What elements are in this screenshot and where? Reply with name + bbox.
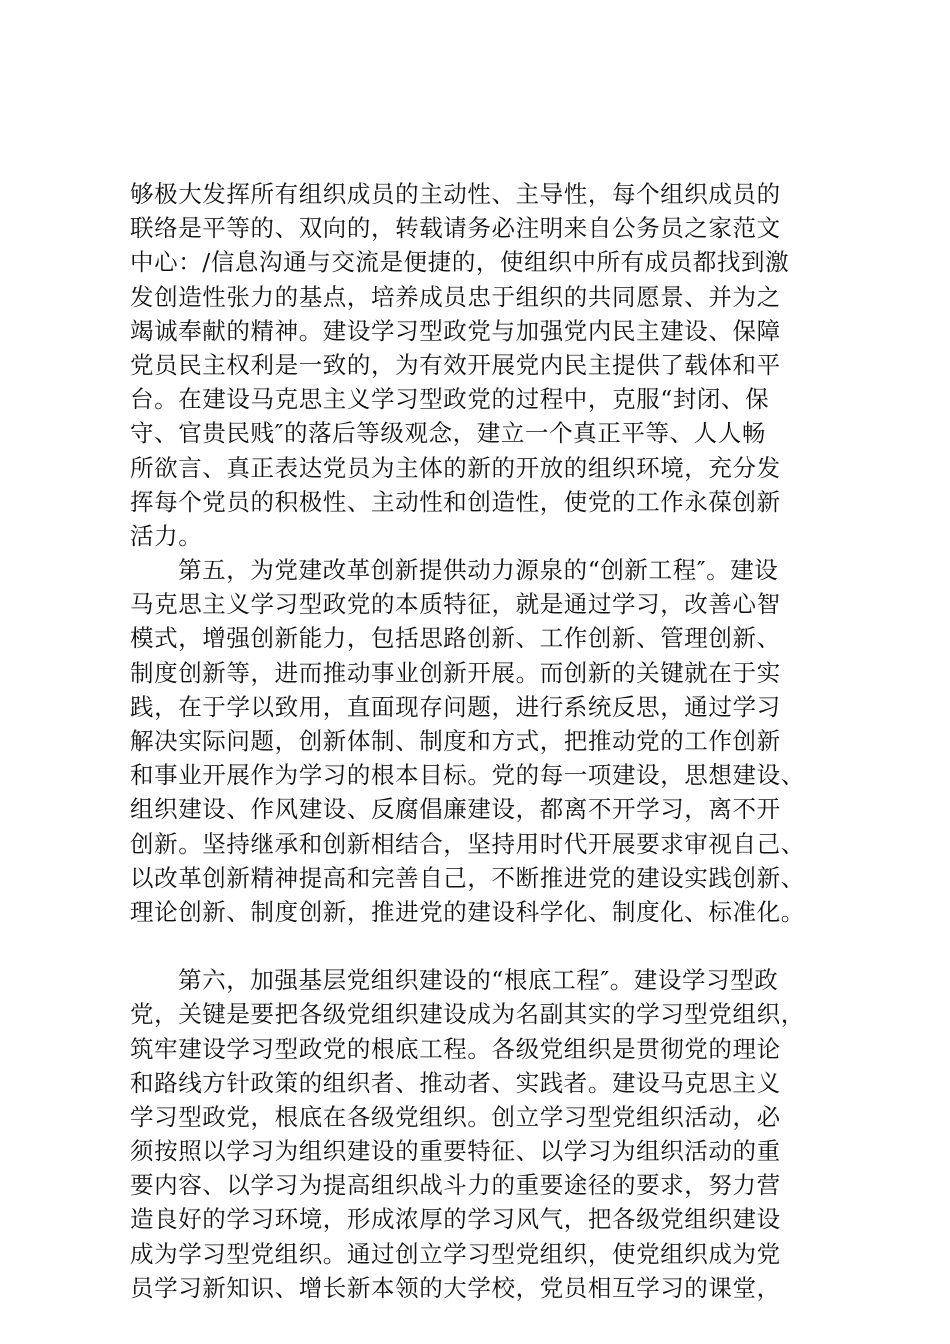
text-line: 组织建设、作风建设、反腐倡廉建设，都离不开学习，离不开 (130, 795, 781, 824)
paragraph-gap (130, 929, 820, 963)
document-body (130, 177, 820, 1305)
text-line: 制度创新等，进而推动事业创新开展。而创新的关键就在于实 (130, 658, 781, 687)
text-line: 和事业开展作为学习的根本目标。党的每一项建设，思想建设、 (130, 761, 805, 790)
text-line: 解决实际问题，创新体制、制度和方式，把推动党的工作创新 (130, 727, 781, 755)
paragraph-continued (130, 177, 820, 553)
text-line: 和路线方针政策的组织者、推动者、实践者。建设马克思主义 (130, 1068, 781, 1097)
text-line: 发创造性张力的基点，培养成员忠于组织的共同愿景、并为之 (130, 282, 781, 311)
text-line: 要内容、以学习为提高组织战斗力的重要途径的要求，努力营 (130, 1171, 781, 1200)
text-line: 第六，加强基层党组织建设的“根底工程″。建设学习型政 (178, 966, 779, 995)
text-line: 理论创新、制度创新，推进党的建设科学化、制度化、标准化。 (130, 897, 805, 926)
text-line: 挥每个党员的积极性、主动性和创造性，使党的工作永葆创新 (130, 487, 781, 516)
text-line: 竭诚奉献的精神。建设学习型政党与加强党内民主建设、保障 (130, 316, 781, 345)
paragraph-fifth (130, 553, 820, 929)
paragraph-sixth (130, 963, 820, 1305)
text-line: 创新。坚持继承和创新相结合，坚持用时代开展要求审视自己、 (130, 829, 805, 858)
text-line: 模式，增强创新能力，包括思路创新、工作创新、管理创新、 (130, 624, 781, 653)
text-line: 马克思主义学习型政党的本质特征，就是通过学习，改善心智 (130, 590, 781, 619)
text-line: 员学习新知识、增长新本领的大学校，党员相互学习的课堂， (130, 1273, 781, 1302)
text-line: 践，在于学以致用，直面现存问题，进行系统反思，通过学习 (130, 692, 781, 721)
text-line: 台。在建设马克思主义学习型政党的过程中，克服“封闭、保 (130, 385, 770, 414)
text-line: 够极大发挥所有组织成员的主动性、主导性，每个组织成员的 (130, 180, 781, 208)
text-line: 造良好的学习环境，形成浓厚的学习风气，把各级党组织建设 (130, 1205, 781, 1234)
text-line: 须按照以学习为组织建设的重要特征、以学习为组织活动的重 (130, 1137, 781, 1166)
text-line: 党员民主权利是一致的，为有效开展党内民主提供了载体和平 (130, 350, 781, 379)
text-line: 活力。 (130, 521, 203, 550)
text-line: 成为学习型党组织。通过创立学习型党组织，使党组织成为党 (130, 1239, 781, 1268)
text-line: 以改革创新精神提高和完善自己，不断推进党的建设实践创新、 (130, 863, 805, 892)
text-line: 中心：/信息沟通与交流是便捷的，使组织中所有成员都找到激 (130, 248, 790, 277)
text-line: 联络是平等的、双向的，转载请务必注明来自公务员之家范文 (130, 214, 781, 243)
text-line: 学习型政党，根底在各级党组织。创立学习型党组织活动，必 (130, 1102, 781, 1131)
text-line: 党，关键是要把各级党组织建设成为名副其实的学习型党组织， (130, 1000, 805, 1029)
text-line: 筑牢建设学习型政党的根底工程。各级党组织是贯彻党的理论 (130, 1034, 781, 1063)
text-line: 所欲言、真正表达党员为主体的新的开放的组织环境，充分发 (130, 453, 781, 482)
text-line: 守、官贵民贱″的落后等级观念，建立一个真正平等、人人畅 (130, 419, 766, 448)
text-line: 第五，为党建改革创新提供动力源泉的“创新工程″。建设 (178, 556, 779, 585)
